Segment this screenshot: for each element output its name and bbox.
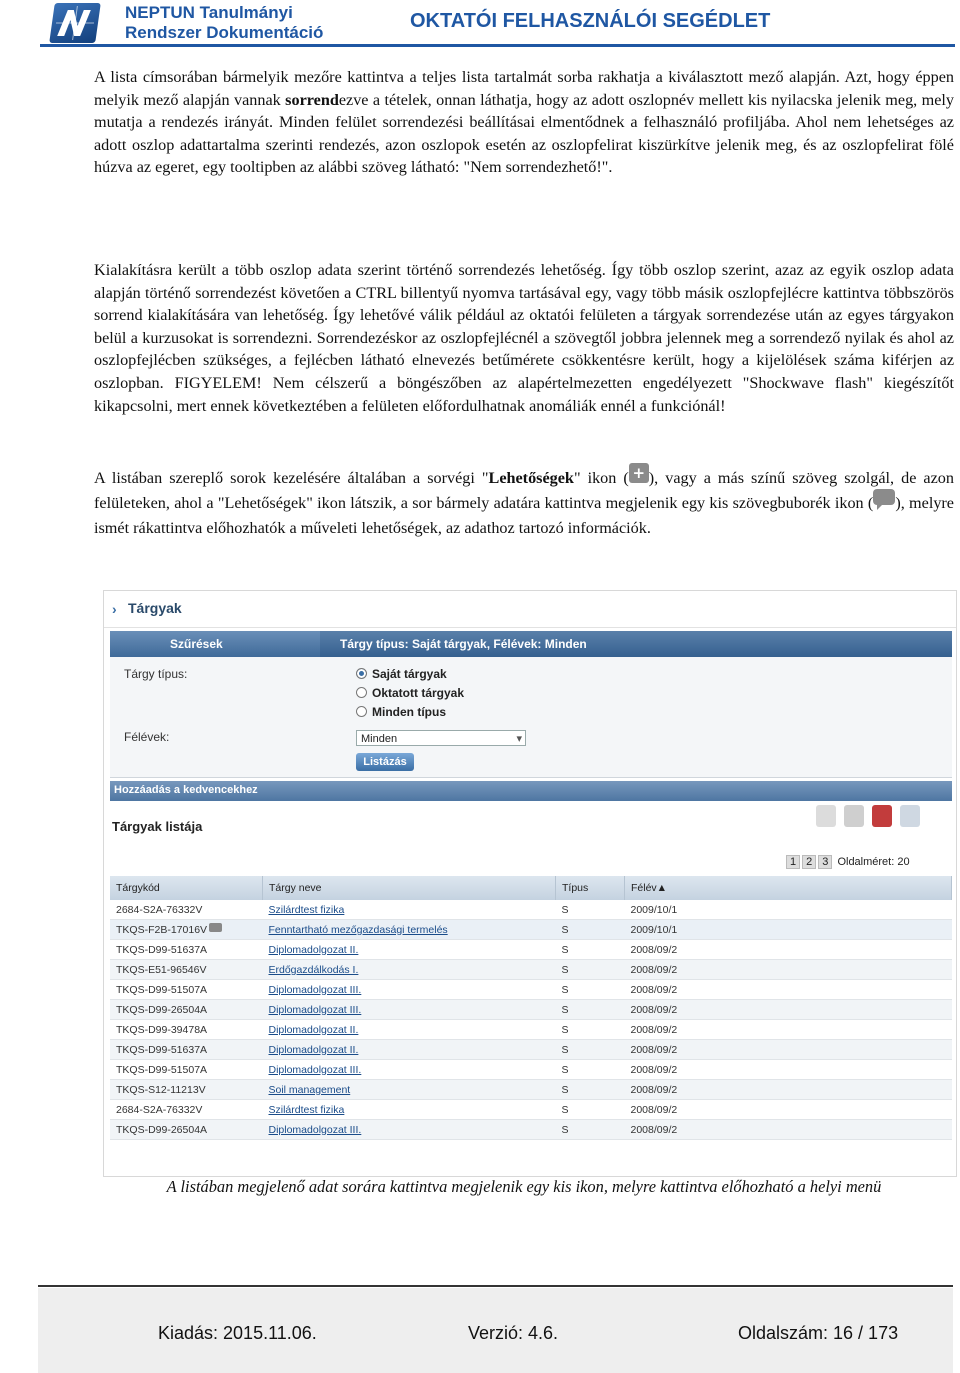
filter-current: Tárgy típus: Saját tárgyak, Félévek: Minden xyxy=(320,631,952,657)
cell-semester-text: 2009/10/1 xyxy=(630,923,678,936)
p1-part-3: ezve a tételek, onnan láthatja, hogy az adott oszlopnév mellett kis nyilacska jelenik meg, mely mutatja a rendezés irányát. Minden felület sorrendezési beállításai elmentődnek a felhasználó profiljába. Ahol nem lehetséges az adott oszlop adattartalma szerinti rendezés, azon oszlopok esetén az oszlopfelirat kiszürkítve jelenik meg, és az oszlopfelirat fölé húzva az egeret, egy tooltipben az alábbi szöveg látható: "Nem sorrendezhető!". xyxy=(94,90,954,177)
brand-line-2: Rendszer Dokumentáció xyxy=(125,23,324,42)
cell-semester xyxy=(625,1020,952,1040)
radio-label: Minden típus xyxy=(372,705,446,719)
cell-semester xyxy=(625,900,952,920)
p3-part-d: ), vagy a más színű szöveg szolgál, de azon felületeken, ahol a "Lehetőségek" ikon látszik, a sor bármely adatára kattintva megjelenik egy kis szövegbuborék ikon ( xyxy=(94,469,954,512)
col-type[interactable]: Típus xyxy=(556,876,625,900)
speech-bubble-icon xyxy=(873,489,895,505)
table-row[interactable] xyxy=(110,1060,952,1080)
cell-name-text: Fenntartható mezőgazdasági termelés xyxy=(268,923,448,936)
cell-code xyxy=(110,1000,263,1020)
cell-code xyxy=(110,1020,263,1040)
figure-caption: A listában megjelenő adat sorára kattintva megjelenik egy kis ikon, melyre kattintva előhozható a helyi menü xyxy=(166,1177,882,1196)
cell-code-text: TKQS-D99-26504A xyxy=(116,1123,208,1136)
cell-code-text: 2684-S2A-76332V xyxy=(116,903,203,916)
magnifier-icon[interactable] xyxy=(900,805,920,827)
cell-code-text: TKQS-D99-51507A xyxy=(116,1063,208,1076)
cell-semester-text: 2008/09/2 xyxy=(630,1003,678,1016)
table-row[interactable] xyxy=(110,1020,952,1040)
subjects-table xyxy=(110,876,952,1140)
cell-code-text: TKQS-D99-51637A xyxy=(116,943,208,956)
pager: 1 2 3 Oldalméret: 20 xyxy=(786,855,910,869)
cell-type-text: S xyxy=(561,923,569,936)
cell-type xyxy=(556,900,625,920)
brand xyxy=(125,3,323,43)
cell-type xyxy=(556,1040,625,1060)
cell-code xyxy=(110,940,263,960)
cell-type xyxy=(556,920,625,940)
cell-name[interactable] xyxy=(263,1120,556,1140)
cell-name[interactable] xyxy=(263,1020,556,1040)
table-row[interactable] xyxy=(110,1120,952,1140)
cell-type-text: S xyxy=(561,1023,569,1036)
cell-code-text: TKQS-D99-39478A xyxy=(116,1023,208,1036)
cell-code xyxy=(110,1100,263,1120)
excel-export-icon[interactable] xyxy=(816,805,836,827)
favorites-link[interactable]: Hozzáadás a kedvencekhez xyxy=(114,784,258,796)
cell-semester xyxy=(625,980,952,1000)
page-3[interactable]: 3 xyxy=(818,855,832,869)
radio-own-subjects[interactable] xyxy=(356,667,447,681)
subjects-title-bar xyxy=(104,591,956,628)
cell-name-text: Soil management xyxy=(268,1083,351,1096)
cell-semester-text: 2008/09/2 xyxy=(630,963,678,976)
cell-type-text: S xyxy=(561,943,569,956)
cell-code xyxy=(110,1120,263,1140)
cell-name[interactable] xyxy=(263,1080,556,1100)
radio-label: Oktatott tárgyak xyxy=(372,686,465,700)
cell-code-text: TKQS-D99-51507A xyxy=(116,983,208,996)
radio-icon xyxy=(356,706,367,717)
list-title: Tárgyak listája xyxy=(112,819,203,834)
cell-name[interactable] xyxy=(263,1100,556,1120)
cell-name-text: Diplomadolgozat III. xyxy=(268,983,362,996)
page-header xyxy=(0,0,960,48)
cell-name[interactable] xyxy=(263,1000,556,1020)
paragraph-row-actions xyxy=(94,466,954,541)
paragraph-multi-sort: Kialakításra került a több oszlop adata szerint történő sorrendezés lehetőség. Így több oszlop szerint, azaz az egyik oszlop adata alapján történő sorrendezést követően a CTRL billentyű nyomva tartásával egy, vagy több másik oszlopfejlécre kattintva többszörös sorrend kialakítására van lehetőség. Így lehetővé válik például az oktatói felületen a tárgyak sorrendezése után az egyes tárgyakon belül a kurzusokat is sorrendezni. Sorrendezéskor az oszlopfejlécnél a szövegtől jobbra jelennek meg a sorrendező nyilak és ahol az oszlopfejlécben szükséges, a fejlécben látható elnevezés betűmérete csökkentésre került, hogy a kijelölések száma kiférjen az oszlopban. FIGYELEM! Nem célszerű a böngészőben az alapértelmezetten engedélyezett "Shockwave flash" kiegészítőt kikapcsolni, mert ennek következtében a felületen előfordulhatnak anomáliák ennél a funkciónál! xyxy=(94,261,954,415)
cell-type-text: S xyxy=(561,1003,569,1016)
cell-code xyxy=(110,900,263,920)
footer-page: Oldalszám: 16 / 173 xyxy=(738,1323,899,1343)
table-row[interactable] xyxy=(110,960,952,980)
page-2[interactable]: 2 xyxy=(802,855,816,869)
cell-code xyxy=(110,1040,263,1060)
header-divider xyxy=(40,44,955,47)
table-row[interactable] xyxy=(110,1040,952,1060)
p1-part-2: sorrend xyxy=(285,90,339,109)
cell-type xyxy=(556,1100,625,1120)
cell-semester xyxy=(625,960,952,980)
p3-part-b: Lehetőségek xyxy=(488,469,574,487)
col-semester[interactable]: Félév▲ xyxy=(625,876,952,900)
cell-name-text: Szilárdtest fizika xyxy=(268,1103,345,1116)
cell-type-text: S xyxy=(561,963,569,976)
cell-semester xyxy=(625,1080,952,1100)
p3-part-c: " ikon ( xyxy=(573,469,629,487)
cell-semester xyxy=(625,1060,952,1080)
cell-semester xyxy=(625,940,952,960)
cell-code-text: TKQS-E51-96546V xyxy=(116,963,207,976)
cell-type-text: S xyxy=(561,983,569,996)
cell-semester xyxy=(625,1040,952,1060)
plus-icon: + xyxy=(629,463,649,483)
type-label: Tárgy típus: xyxy=(124,667,188,681)
cell-type xyxy=(556,940,625,960)
cell-name-text: Szilárdtest fizika xyxy=(268,903,345,916)
cell-semester-text: 2008/09/2 xyxy=(630,1123,678,1136)
page-1[interactable]: 1 xyxy=(786,855,800,869)
screenshot-subjects xyxy=(103,590,957,1177)
cell-name[interactable] xyxy=(263,960,556,980)
p1-part-1: A lista címsorában bármelyik mezőre kattintva a teljes lista tartalmát sorba rakhatja a kiválasztott mező alapján. Azt, hogy éppen melyik mező alapján vannak xyxy=(94,68,954,109)
cell-code-text: TKQS-F2B-17016V xyxy=(116,924,208,936)
print-icon[interactable] xyxy=(844,805,864,827)
p3-part-e: ), melyre ismét rákattintva előhozhatók a műveleti lehetőségek, az adathoz tartozó információk. xyxy=(94,494,954,537)
radio-icon xyxy=(356,687,367,698)
semester-select[interactable] xyxy=(356,730,526,746)
cell-name-text: Diplomadolgozat II. xyxy=(268,1023,359,1036)
cell-name[interactable] xyxy=(263,980,556,1000)
cell-name[interactable] xyxy=(263,1040,556,1060)
page-footer xyxy=(38,1288,953,1373)
cell-name-text: Diplomadolgozat II. xyxy=(268,943,359,956)
radio-taught-subjects[interactable] xyxy=(356,686,464,700)
footer-version: Verzió: 4.6. xyxy=(468,1323,559,1343)
toolbar xyxy=(816,805,946,839)
cell-type xyxy=(556,1000,625,1020)
cell-semester-text: 2008/09/2 xyxy=(630,1083,678,1096)
cell-semester-text: 2008/09/2 xyxy=(630,1103,678,1116)
p3-part-a: A listában szereplő sorok kezelésére általában a sorvégi " xyxy=(94,469,489,487)
cell-code-text: TKQS-D99-51637A xyxy=(116,1043,208,1056)
chevron-down-icon: ▾ xyxy=(516,733,522,745)
filter-bar[interactable] xyxy=(110,631,952,657)
radio-all-types[interactable] xyxy=(356,705,446,719)
cell-semester xyxy=(625,1000,952,1020)
table-row[interactable] xyxy=(110,1100,952,1120)
pin-icon[interactable] xyxy=(872,805,892,827)
cell-code xyxy=(110,980,263,1000)
page-size-value[interactable]: 20 xyxy=(897,856,910,868)
page-size-label: Oldalméret xyxy=(837,856,892,868)
cell-code-text: TKQS-D99-26504A xyxy=(116,1003,208,1016)
table-row[interactable] xyxy=(110,1080,952,1100)
cell-type xyxy=(556,1060,625,1080)
col-code[interactable]: Tárgykód xyxy=(110,876,263,900)
cell-name-text: Diplomadolgozat III. xyxy=(268,1123,362,1136)
cell-type-text: S xyxy=(561,1043,569,1056)
cell-code xyxy=(110,920,263,940)
cell-type xyxy=(556,980,625,1000)
cell-semester-text: 2009/10/1 xyxy=(630,903,678,916)
cell-name[interactable] xyxy=(263,920,556,940)
cell-semester-text: 2008/09/2 xyxy=(630,983,678,996)
favorites-bar[interactable] xyxy=(110,781,952,801)
cell-type-text: S xyxy=(561,1103,569,1116)
cell-code xyxy=(110,960,263,980)
cell-semester xyxy=(625,920,952,940)
cell-code xyxy=(110,1080,263,1100)
radio-icon xyxy=(356,668,367,679)
cell-type-text: S xyxy=(561,903,569,916)
cell-type xyxy=(556,960,625,980)
cell-type xyxy=(556,1120,625,1140)
cell-name-text: Erdőgazdálkodás I. xyxy=(268,963,359,976)
semester-value: Minden xyxy=(361,733,398,745)
cell-name[interactable] xyxy=(263,940,556,960)
cell-name-text: Diplomadolgozat II. xyxy=(268,1043,359,1056)
cell-name[interactable] xyxy=(263,1060,556,1080)
cell-type xyxy=(556,1080,625,1100)
radio-label: Saját tárgyak xyxy=(372,667,447,681)
paragraph-sorting xyxy=(94,66,954,179)
cell-semester-text: 2008/09/2 xyxy=(630,1063,678,1076)
cell-semester xyxy=(625,1120,952,1140)
table-row[interactable] xyxy=(110,940,952,960)
cell-type xyxy=(556,1020,625,1040)
col-name[interactable]: Tárgy neve xyxy=(263,876,556,900)
brand-line-1: NEPTUN Tanulmányi xyxy=(125,3,293,22)
cell-code-text: 2684-S2A-76332V xyxy=(116,1103,203,1116)
cell-semester-text: 2008/09/2 xyxy=(630,943,678,956)
filter-label: Szűrések xyxy=(170,637,223,651)
subjects-title: Tárgyak xyxy=(128,600,182,616)
cell-semester-text: 2008/09/2 xyxy=(630,1043,678,1056)
table-row[interactable] xyxy=(110,900,952,920)
cell-type-text: S xyxy=(561,1123,569,1136)
filter-panel xyxy=(110,657,952,778)
chevron-right-icon: › xyxy=(112,601,117,617)
cell-code-text: TKQS-S12-11213V xyxy=(116,1083,206,1096)
footer-divider xyxy=(38,1285,953,1287)
cell-code xyxy=(110,1060,263,1080)
table-row[interactable] xyxy=(110,920,952,940)
semester-label: Félévek: xyxy=(124,730,170,744)
table-row[interactable] xyxy=(110,1000,952,1020)
cell-type-text: S xyxy=(561,1083,569,1096)
cell-type-text: S xyxy=(561,1063,569,1076)
neptun-logo xyxy=(49,3,101,43)
cell-name-text: Diplomadolgozat III. xyxy=(268,1063,362,1076)
cell-semester xyxy=(625,1100,952,1120)
table-row[interactable] xyxy=(110,980,952,1000)
footer-date: Kiadás: 2015.11.06. xyxy=(158,1323,317,1343)
cell-name[interactable] xyxy=(263,900,556,920)
cell-semester-text: 2008/09/2 xyxy=(630,1023,678,1036)
document-title: OKTATÓI FELHASZNÁLÓI SEGÉDLET xyxy=(410,10,771,32)
cell-name-text: Diplomadolgozat III. xyxy=(268,1003,362,1016)
list-button[interactable]: Listázás xyxy=(356,753,414,771)
speech-bubble-icon[interactable] xyxy=(209,923,222,932)
